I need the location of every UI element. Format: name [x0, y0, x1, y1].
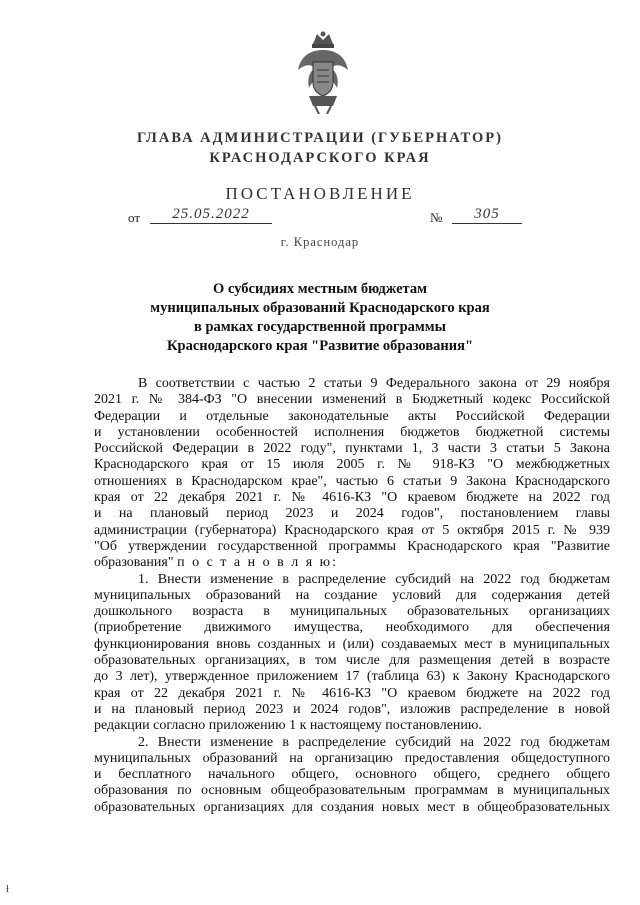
margin-mark: ɫ [6, 884, 9, 895]
body-line: отношениях в Краснодарском крае", частью 6 статьи 9 Закона Краснодарского [94, 473, 610, 489]
body-line: образования по основным общеобразовательным программам в муниципальных [94, 783, 610, 799]
body-line: края от 22 декабря 2021 г. № 4616-КЗ "О краевом бюджете на 2022 год [94, 490, 610, 506]
body-line: муниципальных образований на создание условий для содержания детей [94, 587, 610, 603]
body-line: образовательных организациях для создания новых мест в общеобразовательных [94, 799, 610, 815]
document-body [94, 376, 610, 816]
body-line: дошкольного возраста в муниципальных образовательных организациях [94, 604, 610, 620]
body-line: (приобретение движимого имущества, необходимого для обеспечения [94, 620, 610, 636]
body-line: Краснодарского края от 15 июля 2005 г. № 918-КЗ "О межбюджетных [94, 457, 610, 473]
body-line: и на плановый период 2023 и 2024 годов", изложив распределение в новой [94, 701, 610, 717]
body-line: администрации (губернатора) Краснодарского края от 5 октября 2015 г. № 939 [94, 522, 610, 538]
body-line: 2021 г. № 384-ФЗ "О внесении изменений в Бюджетный кодекс Российской [94, 392, 610, 408]
body-line: Российской Федерации в 2022 году", пунктами 1, 3 части 3 статьи 5 Закона [94, 441, 610, 457]
body-line [94, 555, 610, 571]
body-line: В соответствии с частью 2 статьи 9 Федерального закона от 29 ноября [138, 376, 610, 391]
body-line: муниципальных образований на организацию предоставления общедоступного [94, 750, 610, 766]
date-value-handwritten: 25.05.2022 [150, 206, 272, 224]
document-type-heading: ПОСТАНОВЛЕНИЕ [225, 184, 415, 203]
issuer-heading-line-2: КРАСНОДАРСКОГО КРАЯ [209, 150, 431, 166]
number-value-handwritten: 305 [452, 206, 522, 224]
title-line: муниципальных образований Краснодарского края [150, 300, 490, 316]
body-line: до 3 лет), утвержденное приложением 17 (таблица 63) к Закону Краснодарского [94, 669, 610, 685]
body-line: 2. Внести изменение в распределение субсидий на 2022 год бюджетам [138, 734, 610, 750]
title-line: О субсидиях местным бюджетам [213, 281, 427, 297]
title-line: в рамках государственной программы [193, 319, 446, 335]
body-line: Федерации и отдельные законодательные акты Российской Федерации [94, 408, 610, 424]
body-line: края от 22 декабря 2021 г. № 4616-КЗ "О краевом бюджете на 2022 год [94, 685, 610, 701]
body-line: "Об утверждении государственной программы Краснодарского края "Развитие [94, 538, 610, 554]
city-name: г. Краснодар [280, 235, 360, 249]
body-line: и на плановый период 2023 и 2024 годов", постановлением главы [94, 506, 610, 522]
body-line: образовательных организациях, в том числе для размещения детей в возрасте [94, 653, 610, 669]
body-line: редакции согласно приложению 1 к настоящему постановлению. [94, 718, 482, 734]
resolve-word: п о с т а н о в л я ю: [177, 555, 338, 571]
coat-of-arms-emblem [295, 30, 351, 114]
body-line: и установлении особенностей исполнения бюджетов бюджетной системы [94, 424, 610, 440]
document-title [0, 280, 640, 356]
number-label: № [430, 210, 443, 225]
body-line-text: образования" [94, 555, 174, 571]
body-line: и бесплатного начального общего, основного общего, среднего общего [94, 767, 610, 783]
title-line: Краснодарского края "Развитие образования" [166, 338, 474, 354]
issuer-heading-line-1: ГЛАВА АДМИНИСТРАЦИИ (ГУБЕРНАТОР) [137, 130, 503, 146]
date-label: от [128, 210, 141, 225]
body-line: 1. Внести изменение в распределение субсидий на 2022 год бюджетам [138, 571, 610, 587]
body-line: функционирования вновь созданных и (или) создаваемых мест в муниципальных [94, 636, 610, 652]
